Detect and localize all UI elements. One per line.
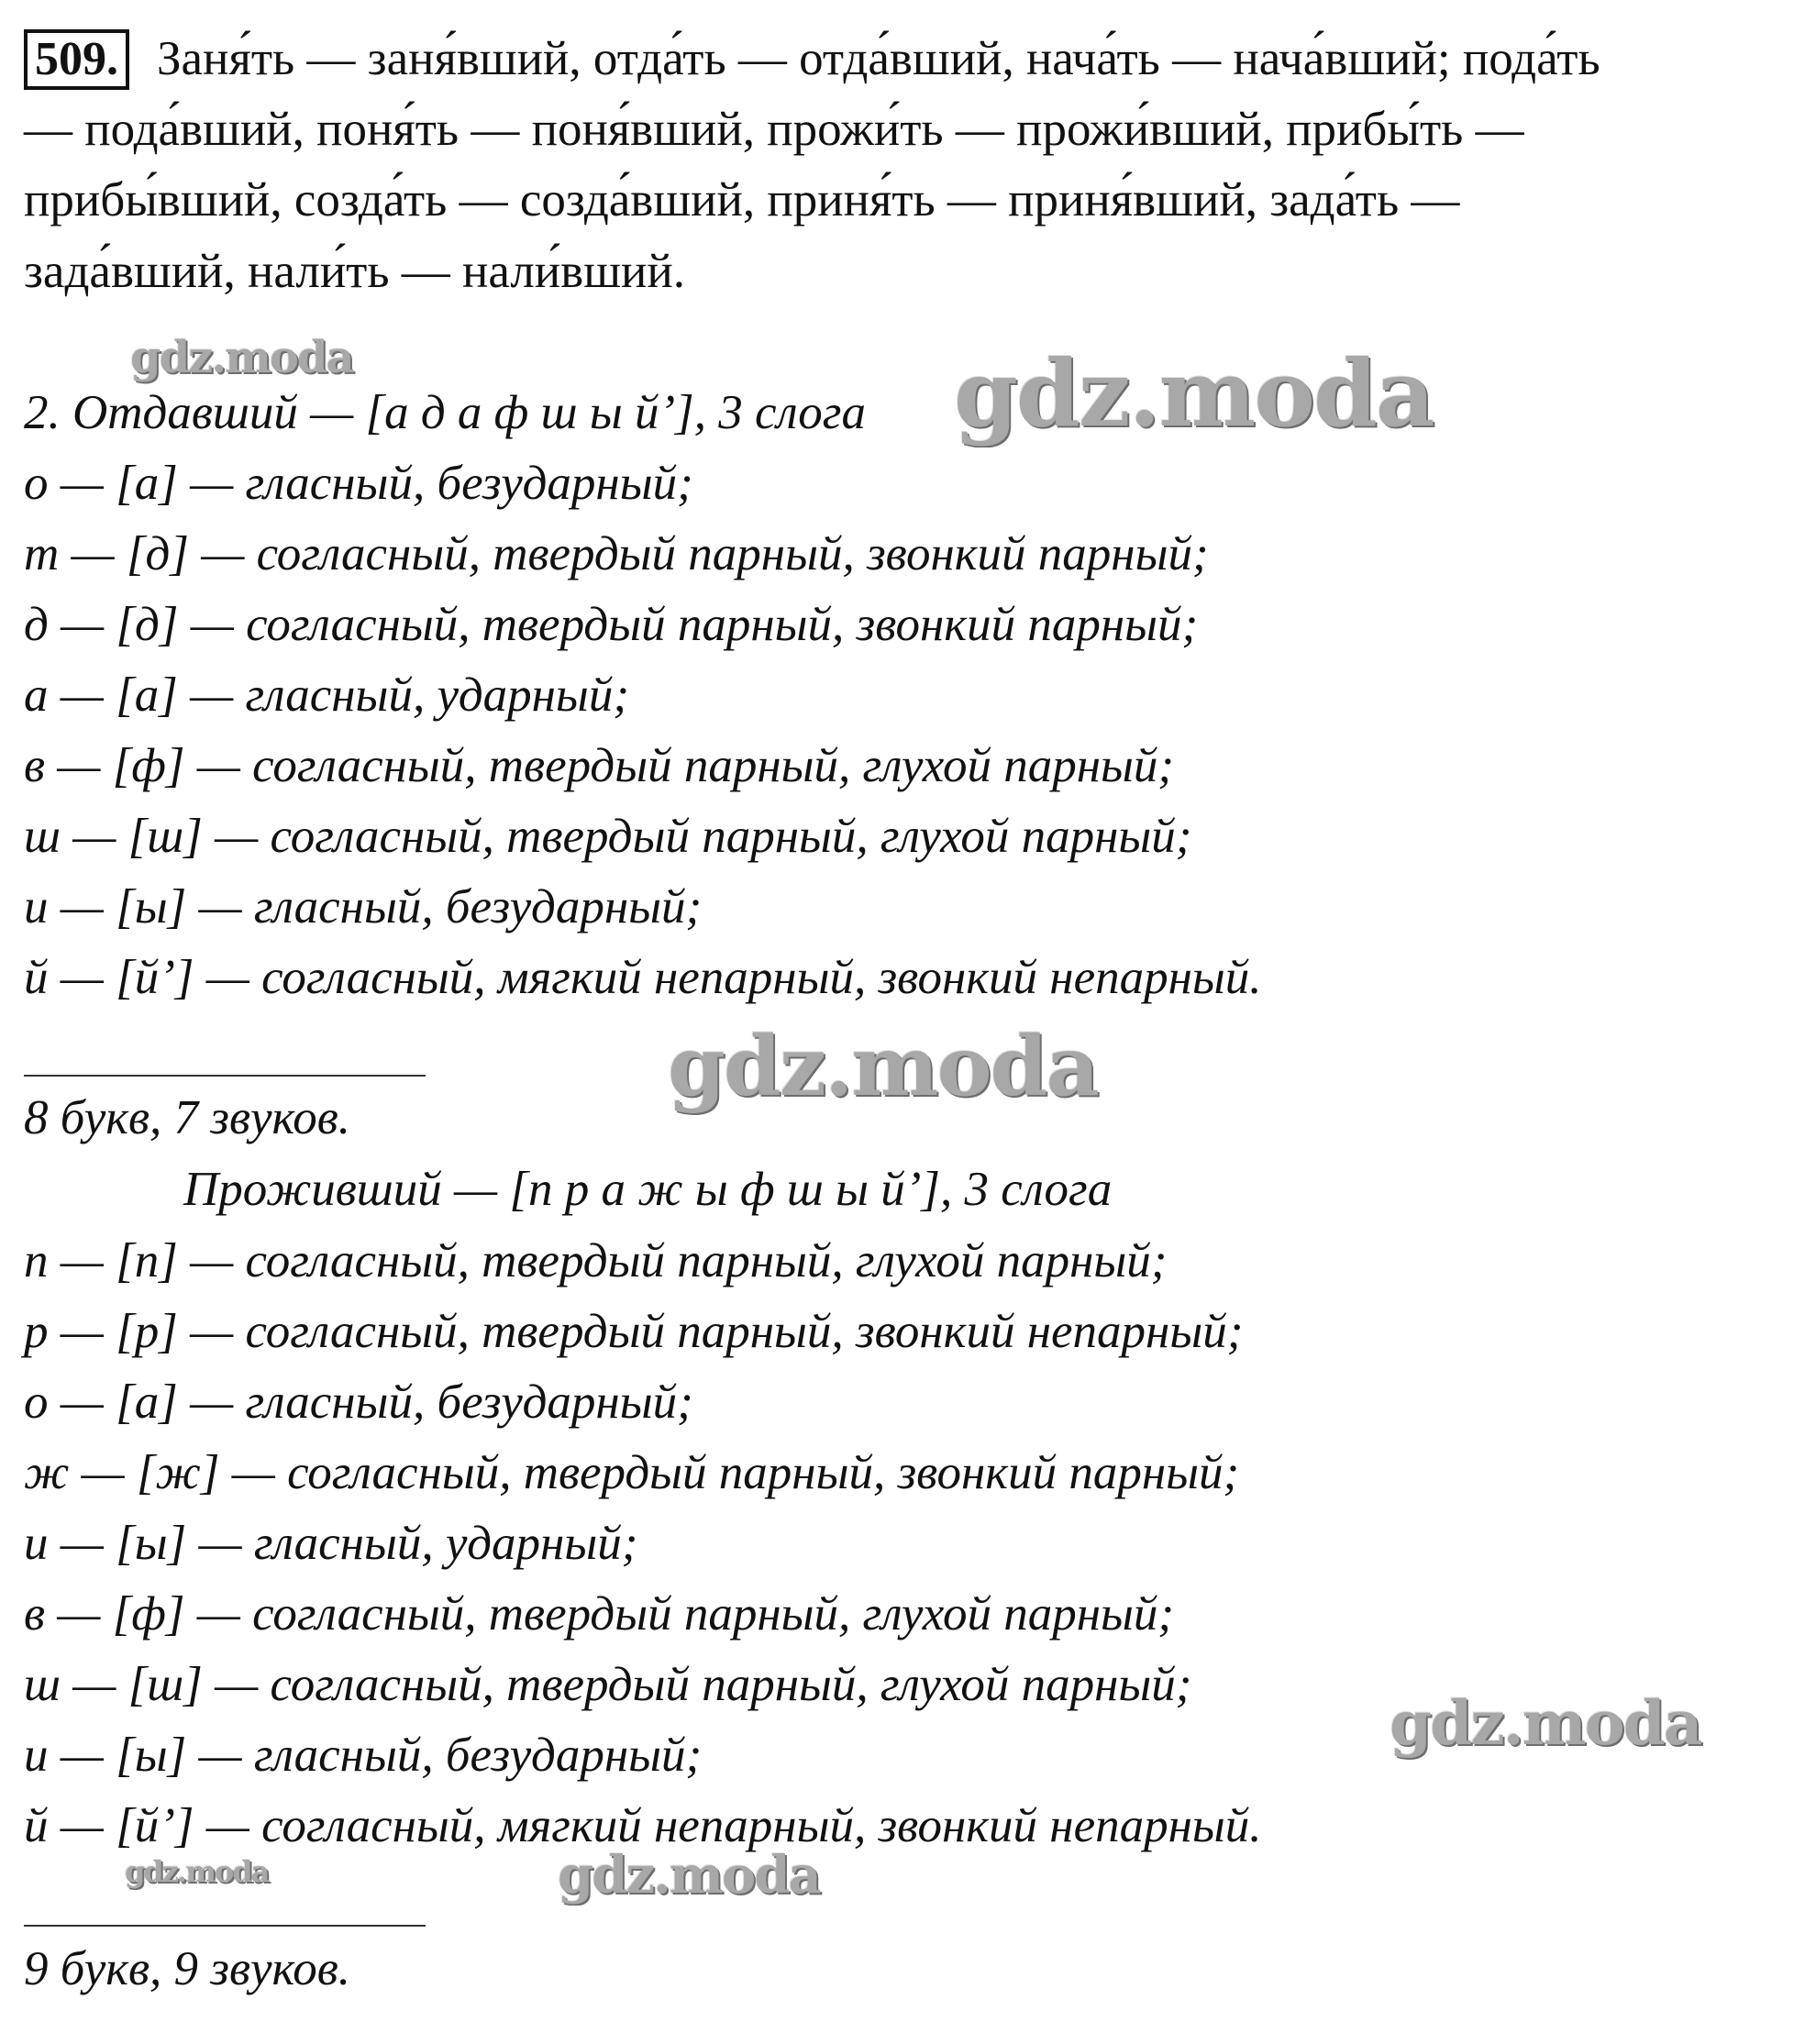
intro-line — [24, 24, 1600, 94]
analysis-line: р — [р] — согласный, твердый парный, звонкий непарный; — [24, 1305, 1244, 1358]
watermark: gdz.moda — [130, 332, 353, 383]
analysis-heading: Проживший — [п р а ж ы ф ш ы й’], 3 слога — [183, 1163, 1113, 1216]
intro-line: зада́вший, нали́ть — нали́вший. — [24, 245, 685, 298]
exercise-number: 509. — [24, 29, 129, 90]
analysis-line: ш — [ш] — согласный, твердый парный, глухой парный; — [24, 810, 1192, 863]
intro-line: — пода́вший, поня́ть — поня́вший, прожи́ть — прожи́вший, прибы́ть — — [24, 103, 1524, 156]
analysis-line: ж — [ж] — согласный, твердый парный, звонкий парный; — [24, 1446, 1240, 1499]
watermark: gdz.moda — [954, 339, 1434, 447]
analysis-line: ш — [ш] — согласный, твердый парный, глухой парный; — [24, 1658, 1192, 1711]
divider — [24, 1075, 426, 1077]
watermark: gdz.moda — [125, 1854, 269, 1889]
analysis-line: а — [а] — гласный, ударный; — [24, 668, 629, 722]
watermark: gdz.moda — [668, 1018, 1098, 1115]
analysis-line: п — [п] — согласный, твердый парный, глухой парный; — [24, 1234, 1168, 1287]
analysis-line: о — [а] — гласный, безударный; — [24, 1376, 693, 1429]
analysis-heading: 2. Отдавший — [а д а ф ш ы й’], 3 слога — [24, 386, 866, 439]
divider — [24, 1925, 426, 1927]
analysis-summary: 8 букв, 7 звуков. — [24, 1091, 351, 1144]
analysis-line: в — [ф] — согласный, твердый парный, глухой парный; — [24, 739, 1175, 792]
intro-text: Заня́ть — заня́вший, отда́ть — отда́вший, нача́ть — нача́вший; пода́ть — [157, 32, 1600, 85]
analysis-line: в — [ф] — согласный, твердый парный, глухой парный; — [24, 1587, 1175, 1641]
analysis-line: д — [д] — согласный, твердый парный, звонкий парный; — [24, 598, 1199, 651]
analysis-line: о — [а] — гласный, безударный; — [24, 457, 693, 510]
analysis-line: и — [ы] — гласный, безударный; — [24, 1729, 703, 1782]
intro-line: прибы́вший, созда́ть — созда́вший, приня́ть — приня́вший, зада́ть — — [24, 173, 1460, 226]
watermark: gdz.moda — [558, 1845, 820, 1906]
analysis-summary: 9 букв, 9 звуков. — [24, 1942, 351, 1995]
analysis-line: й — [й’] — согласный, мягкий непарный, звонкий непарный. — [24, 1799, 1262, 1852]
analysis-line: й — [й’] — согласный, мягкий непарный, звонкий непарный. — [24, 951, 1262, 1004]
analysis-line: и — [ы] — гласный, ударный; — [24, 1517, 638, 1570]
watermark: gdz.moda — [1390, 1687, 1701, 1759]
analysis-line: т — [д] — согласный, твердый парный, звонкий парный; — [24, 527, 1209, 580]
analysis-line: и — [ы] — гласный, безударный; — [24, 880, 703, 934]
